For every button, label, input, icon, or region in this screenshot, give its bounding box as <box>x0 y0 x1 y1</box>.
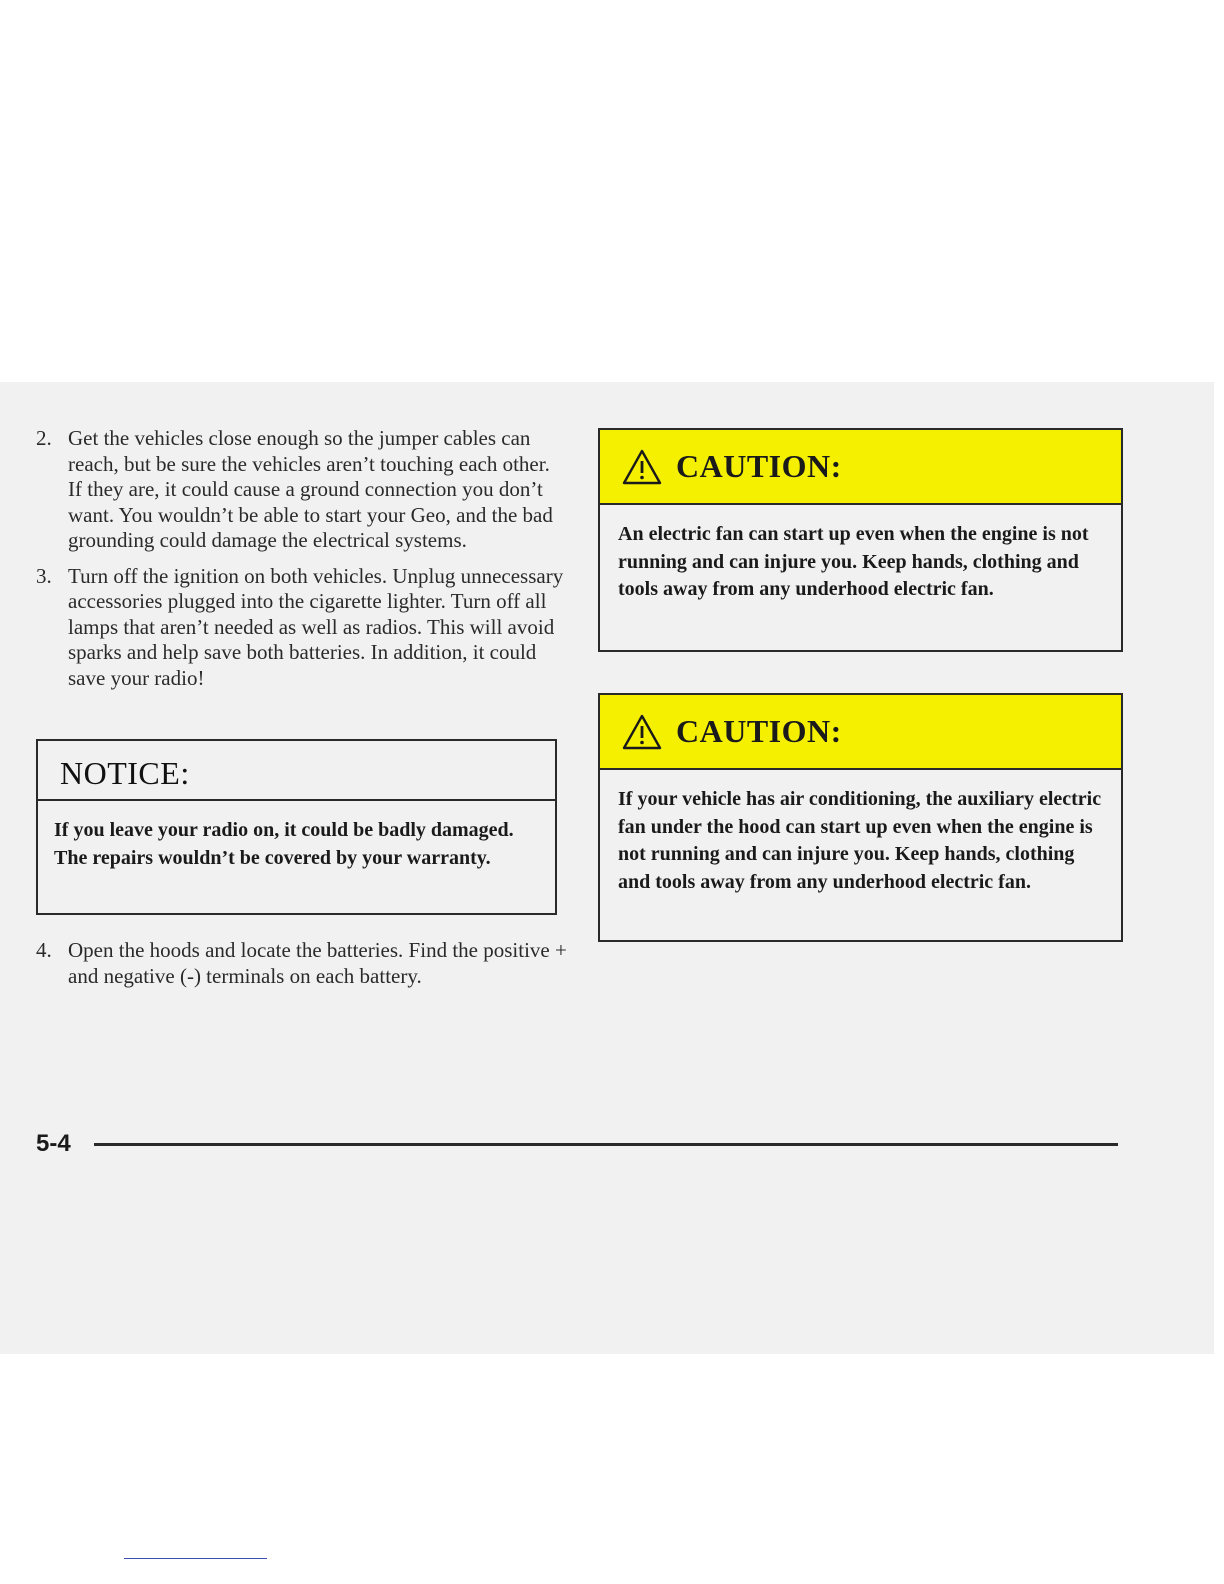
notice-body: If you leave your radio on, it could be badly damaged. The repairs wouldn’t be covered by your warranty. <box>54 819 514 869</box>
caution-header <box>600 430 1121 505</box>
caution-header <box>600 695 1121 770</box>
step-4 <box>36 938 598 989</box>
caution-body: An electric fan can start up even when the engine is not running and can injure you. Keep hands, clothing and tools away from any underhood electric fan. <box>618 523 1089 600</box>
caution-box-fan <box>598 428 1123 652</box>
caution-body: If your vehicle has air conditioning, the auxiliary electric fan under the hood can start up even when the engine is not running and can injure you. Keep hands, clothing and tools away from any underhood electric fan. <box>618 788 1102 893</box>
step-text: Get the vehicles close enough so the jumper cables can reach, but be sure the vehicles aren’t touching each other. If they are, it could cause a ground connection you don’t want. You wouldn’t be able to start your Geo, and the bad grounding could damage the electrical systems. <box>68 426 553 552</box>
footer-rule <box>94 1143 1118 1146</box>
caution-box-auxiliary-fan <box>598 693 1123 942</box>
instruction-list <box>36 426 566 691</box>
step-number: 2. <box>36 426 52 450</box>
step-number: 4. <box>36 938 52 962</box>
bottom-divider <box>124 1558 267 1559</box>
warning-triangle-icon <box>622 714 662 750</box>
step-text: Turn off the ignition on both vehicles. Unplug unnecessary accessories plugged into the cigarette lighter. Turn off all lamps that aren’t needed as well as radios. This will avoid sparks and help save both batteries. In addition, it could save your radio! <box>68 563 564 690</box>
step-text: Open the hoods and locate the batteries. Find the positive + and negative (-) terminals on each battery. <box>68 938 567 988</box>
caution-title: CAUTION: <box>676 713 842 749</box>
page-number: 5-4 <box>36 1130 71 1157</box>
step-number: 3. <box>36 563 52 588</box>
step-2 <box>36 426 566 554</box>
warning-triangle-icon <box>622 449 662 485</box>
notice-title: NOTICE: <box>38 741 555 801</box>
step-3 <box>36 564 566 692</box>
notice-box <box>36 739 557 915</box>
caution-title: CAUTION: <box>676 448 842 484</box>
